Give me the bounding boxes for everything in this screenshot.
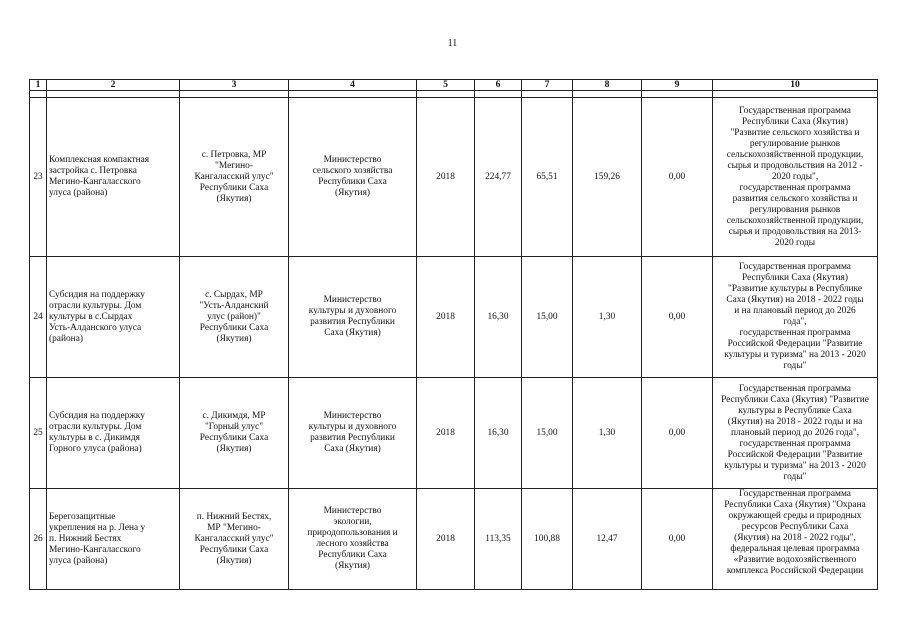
investment-projects-table — [29, 79, 878, 590]
column-header: 3 — [180, 80, 289, 91]
amount-column-7: 65,51 — [522, 98, 573, 257]
column-header: 4 — [289, 80, 417, 91]
amount-column-8: 1,30 — [573, 257, 642, 378]
column-header: 10 — [713, 80, 878, 91]
project-year: 2018 — [417, 98, 475, 257]
responsible-ministry: Министерство культуры и духовного развития Республики Саха (Якутия) — [289, 257, 417, 378]
column-header: 1 — [30, 80, 47, 91]
responsible-ministry: Министерство культуры и духовного развития Республики Саха (Якутия) — [289, 378, 417, 489]
total-amount: 16,30 — [475, 378, 522, 489]
total-amount: 224,77 — [475, 98, 522, 257]
table-row — [30, 378, 878, 489]
column-header: 9 — [642, 80, 713, 91]
spacer-row — [30, 91, 878, 98]
row-number: 24 — [30, 257, 47, 378]
page-number: 11 — [447, 38, 458, 49]
project-year: 2018 — [417, 378, 475, 489]
column-header: 6 — [475, 80, 522, 91]
project-location: с. Дикимдя, МР "Горный улус" Республики Саха (Якутия) — [180, 378, 289, 489]
responsible-ministry: Министерство сельского хозяйства Республики Саха (Якутия) — [289, 98, 417, 257]
amount-column-8: 1,30 — [573, 378, 642, 489]
total-amount: 113,35 — [475, 489, 522, 590]
column-header: 5 — [417, 80, 475, 91]
amount-column-8: 159,26 — [573, 98, 642, 257]
program-description: Государственная программа Республики Саха (Якутия) "Охрана окружающей среды и природных ресурсов Республики Саха (Якутия) на 2018 - 2022 годы", федеральная целевая программа «Развитие водохозяйственного комплекса Российской Федерации — [713, 489, 878, 590]
responsible-ministry: Министерство экологии, природопользования и лесного хозяйства Республики Саха (Якутия) — [289, 489, 417, 590]
project-year: 2018 — [417, 489, 475, 590]
amount-column-9: 0,00 — [642, 98, 713, 257]
column-header: 8 — [573, 80, 642, 91]
header-row — [30, 80, 878, 91]
table-row — [30, 257, 878, 378]
project-location: п. Нижний Бестях, МР "Мегино- Кангаласский улус" Республики Саха (Якутия) — [180, 489, 289, 590]
row-number: 23 — [30, 98, 47, 257]
amount-column-7: 15,00 — [522, 257, 573, 378]
program-description: Государственная программа Республики Саха (Якутия) "Развитие сельского хозяйства и регулирование рынков сельскохозяйственной продукции, сырья и продовольствия на 2012 - 2020 годы", государственная программа развития сельского хозяйства и регулирования рынков сельскохозяйственной продукции, сырья и продовольствия на 2013- 2020 годы — [713, 98, 878, 257]
column-header: 7 — [522, 80, 573, 91]
project-year: 2018 — [417, 257, 475, 378]
program-description: Государственная программа Республики Саха (Якутия) "Развитие культуры в Республике Саха (Якутия) на 2018 - 2022 годы и на плановый период до 2026 года", государственная программа Российской Федерации "Развитие культуры и туризма" на 2013 - 2020 годы" — [713, 378, 878, 489]
project-location: с. Петровка, МР "Мегино- Кангаласский улус" Республики Саха (Якутия) — [180, 98, 289, 257]
row-number: 25 — [30, 378, 47, 489]
program-description: Государственная программа Республики Саха (Якутия) "Развитие культуры в Республике Саха (Якутия) на 2018 - 2022 годы и на плановый период до 2026 года", государственная программа Российской Федерации "Развитие культуры и туризма" на 2013 - 2020 годы" — [713, 257, 878, 378]
amount-column-8: 12,47 — [573, 489, 642, 590]
column-header: 2 — [47, 80, 180, 91]
amount-column-9: 0,00 — [642, 489, 713, 590]
total-amount: 16,30 — [475, 257, 522, 378]
project-name: Субсидия на поддержку отрасли культуры. Дом культуры в с. Дикимдя Горного улуса (района) — [47, 378, 180, 489]
amount-column-9: 0,00 — [642, 257, 713, 378]
amount-column-7: 15,00 — [522, 378, 573, 489]
table-row — [30, 98, 878, 257]
table-row — [30, 489, 878, 590]
project-name: Субсидия на поддержку отрасли культуры. Дом культуры в с.Сырдах Усть-Алданского улуса (района) — [47, 257, 180, 378]
amount-column-7: 100,88 — [522, 489, 573, 590]
project-location: с. Сырдах, МР "Усть-Алданский улус (район)" Республики Саха (Якутия) — [180, 257, 289, 378]
project-name: Берегозащитные укрепления на р. Лена у п. Нижний Бестях Мегино-Кангаласского улуса (района) — [47, 489, 180, 590]
row-number: 26 — [30, 489, 47, 590]
amount-column-9: 0,00 — [642, 378, 713, 489]
project-name: Комплексная компактная застройка с. Петровка Мегино-Кангаласского улуса (района) — [47, 98, 180, 257]
